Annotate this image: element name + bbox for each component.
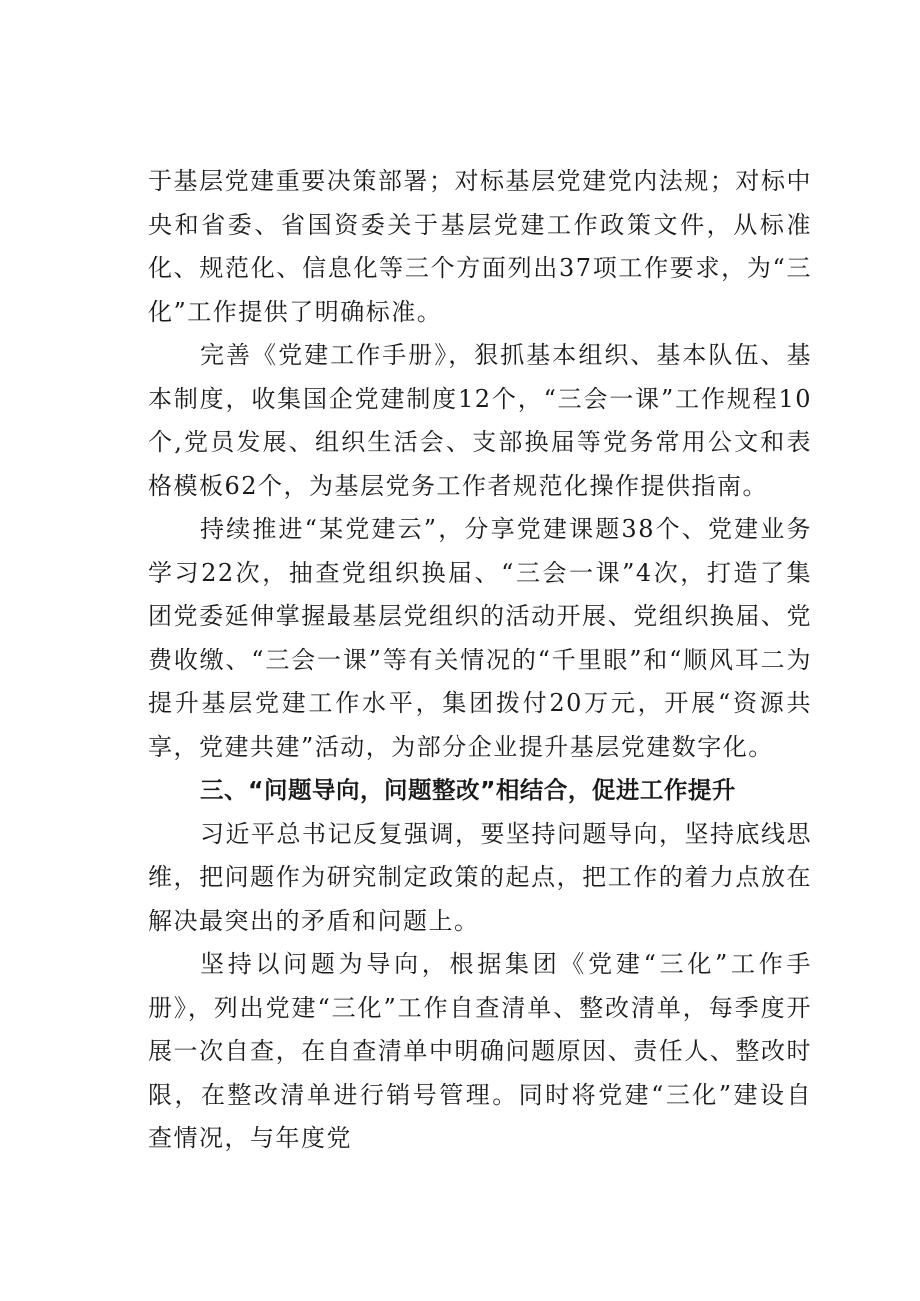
paragraph-2: 完善《党建工作手册》，狠抓基本组织、基本队伍、基本制度，收集国企党建制度12个，“三会一课”工作规程10个,党员发展、组织生活会、支部换届等党务常用公文和表格模板62个，为基层党务工作者规范化操作提供指南。 — [148, 341, 812, 500]
paragraph-1: 于基层党建重要决策部署；对标基层党建党内法规；对标中央和省委、省国资委关于基层党建工作政策文件，从标准化、规范化、信息化等三个方面列出37项工作要求，为“三化”工作提供了明确标准。 — [148, 167, 812, 326]
paragraph-3: 持续推进“某党建云”，分享党建课题38个、党建业务学习22次，抽查党组织换届、“三会一课”4次，打造了集团党委延伸掌握最基层党组织的活动开展、党组织换届、党费收缴、“三会一课”等有关情况的“千里眼”和“顺风耳二为提升基层党建工作水平，集团拨付20万元，开展“资源共享，党建共建”活动，为部分企业提升基层党建数字化。 — [148, 515, 812, 761]
section-heading: 三、“问题导向，问题整改”相结合，促进工作提升 — [200, 776, 736, 804]
paragraph-5: 坚持以问题为导向，根据集团《党建“三化”工作手册》，列出党建“三化”工作自查清单、整改清单，每季度开展一次自查，在自查清单中明确问题原因、责任人、整改时限，在整改清单进行销号管理。同时将党建“三化”建设自查情况，与年度党 — [148, 950, 812, 1152]
document-body — [148, 160, 812, 1161]
paragraph-4: 习近平总书记反复强调，要坚持问题导向，坚持底线思维，把问题作为研究制定政策的起点，把工作的着力点放在解决最突出的矛盾和问题上。 — [148, 819, 812, 935]
